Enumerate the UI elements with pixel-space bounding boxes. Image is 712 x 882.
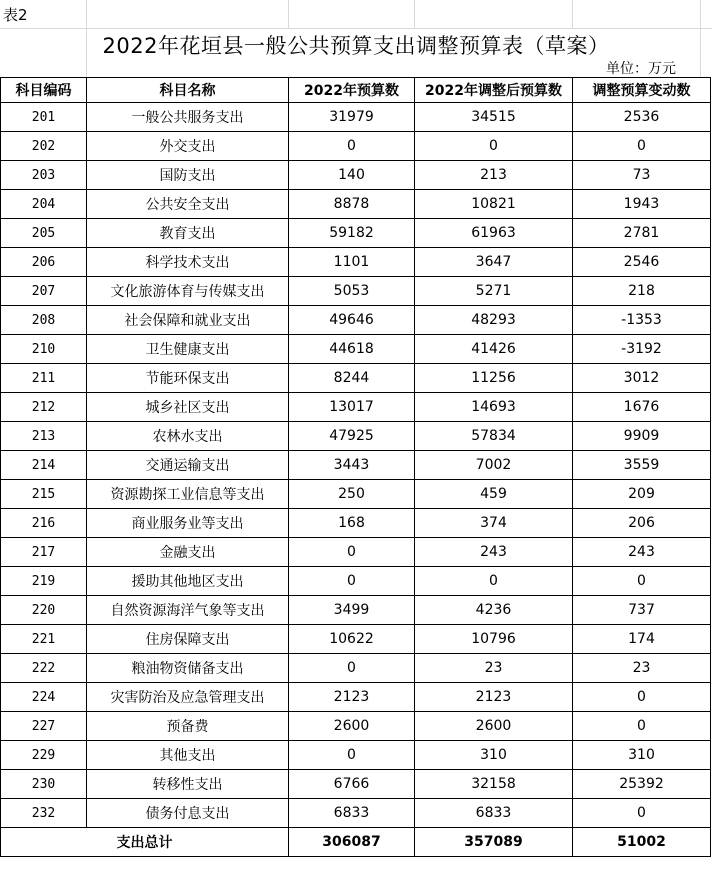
cell-change[interactable]: 310 bbox=[573, 741, 711, 770]
cell-budget[interactable]: 3499 bbox=[289, 596, 415, 625]
cell-adjusted[interactable]: 3647 bbox=[415, 248, 573, 277]
cell-change[interactable]: 3559 bbox=[573, 451, 711, 480]
total-row bbox=[1, 828, 711, 857]
cell-name[interactable]: 资源勘探工业信息等支出 bbox=[87, 480, 289, 509]
cell-code[interactable]: 222 bbox=[1, 654, 87, 683]
cell-budget[interactable]: 0 bbox=[289, 654, 415, 683]
cell-name[interactable]: 交通运输支出 bbox=[87, 451, 289, 480]
table-row bbox=[1, 567, 711, 596]
header-change[interactable]: 调整预算变动数 bbox=[573, 78, 711, 103]
cell-code[interactable]: 224 bbox=[1, 683, 87, 712]
table-row bbox=[1, 538, 711, 567]
cell-budget[interactable]: 13017 bbox=[289, 393, 415, 422]
cell-adjusted[interactable]: 310 bbox=[415, 741, 573, 770]
table-row bbox=[1, 219, 711, 248]
table-row bbox=[1, 248, 711, 277]
cell-budget[interactable]: 44618 bbox=[289, 335, 415, 364]
cell-change[interactable]: 73 bbox=[573, 161, 711, 190]
cell-name[interactable]: 外交支出 bbox=[87, 132, 289, 161]
cell-code[interactable]: 201 bbox=[1, 103, 87, 132]
cell-budget[interactable]: 0 bbox=[289, 132, 415, 161]
cell-budget[interactable]: 2600 bbox=[289, 712, 415, 741]
cell-code[interactable]: 214 bbox=[1, 451, 87, 480]
cell-change[interactable]: -3192 bbox=[573, 335, 711, 364]
table-row bbox=[1, 741, 711, 770]
table-row bbox=[1, 422, 711, 451]
cell-name[interactable]: 预备费 bbox=[87, 712, 289, 741]
cell-code[interactable]: 221 bbox=[1, 625, 87, 654]
cell-change[interactable]: 23 bbox=[573, 654, 711, 683]
budget-table bbox=[0, 77, 711, 857]
cell-code[interactable]: 208 bbox=[1, 306, 87, 335]
cell-budget[interactable]: 250 bbox=[289, 480, 415, 509]
cell-change[interactable]: 9909 bbox=[573, 422, 711, 451]
cell-change[interactable]: 206 bbox=[573, 509, 711, 538]
cell-code[interactable]: 207 bbox=[1, 277, 87, 306]
cell-change[interactable]: 0 bbox=[573, 712, 711, 741]
cell-change[interactable]: 3012 bbox=[573, 364, 711, 393]
cell-code[interactable]: 203 bbox=[1, 161, 87, 190]
cell-name[interactable]: 节能环保支出 bbox=[87, 364, 289, 393]
table-row bbox=[1, 654, 711, 683]
cell-budget[interactable]: 8244 bbox=[289, 364, 415, 393]
cell-change[interactable]: 1943 bbox=[573, 190, 711, 219]
cell-change[interactable]: 243 bbox=[573, 538, 711, 567]
cell-change[interactable]: 2781 bbox=[573, 219, 711, 248]
grid-line bbox=[572, 0, 573, 28]
cell-adjusted[interactable]: 5271 bbox=[415, 277, 573, 306]
cell-change[interactable]: 737 bbox=[573, 596, 711, 625]
cell-adjusted[interactable]: 459 bbox=[415, 480, 573, 509]
cell-budget[interactable]: 6766 bbox=[289, 770, 415, 799]
table-row bbox=[1, 770, 711, 799]
cell-change[interactable]: 25392 bbox=[573, 770, 711, 799]
cell-budget[interactable]: 1101 bbox=[289, 248, 415, 277]
cell-change[interactable]: -1353 bbox=[573, 306, 711, 335]
cell-code[interactable]: 206 bbox=[1, 248, 87, 277]
total-change[interactable]: 51002 bbox=[573, 828, 711, 857]
unit-label: 单位：万元 bbox=[606, 61, 676, 77]
page-title: 2022年花垣县一般公共预算支出调整预算表（草案） bbox=[102, 34, 610, 58]
cell-budget[interactable]: 6833 bbox=[289, 799, 415, 828]
cell-adjusted[interactable]: 14693 bbox=[415, 393, 573, 422]
cell-adjusted[interactable]: 243 bbox=[415, 538, 573, 567]
cell-change[interactable]: 2536 bbox=[573, 103, 711, 132]
cell-adjusted[interactable]: 0 bbox=[415, 567, 573, 596]
cell-budget[interactable]: 59182 bbox=[289, 219, 415, 248]
table-row bbox=[1, 480, 711, 509]
cell-name[interactable]: 住房保障支出 bbox=[87, 625, 289, 654]
cell-budget[interactable]: 2123 bbox=[289, 683, 415, 712]
cell-code[interactable]: 211 bbox=[1, 364, 87, 393]
table-row bbox=[1, 103, 711, 132]
cell-budget[interactable]: 168 bbox=[289, 509, 415, 538]
table-row bbox=[1, 451, 711, 480]
cell-change[interactable]: 174 bbox=[573, 625, 711, 654]
cell-code[interactable]: 204 bbox=[1, 190, 87, 219]
cell-name[interactable]: 科学技术支出 bbox=[87, 248, 289, 277]
cell-name[interactable]: 一般公共服务支出 bbox=[87, 103, 289, 132]
cell-adjusted[interactable]: 6833 bbox=[415, 799, 573, 828]
table-row bbox=[1, 364, 711, 393]
cell-adjusted[interactable]: 213 bbox=[415, 161, 573, 190]
cell-adjusted[interactable]: 34515 bbox=[415, 103, 573, 132]
header-budget[interactable]: 2022年预算数 bbox=[289, 78, 415, 103]
cell-change[interactable]: 2546 bbox=[573, 248, 711, 277]
cell-budget[interactable]: 31979 bbox=[289, 103, 415, 132]
cell-name[interactable]: 公共安全支出 bbox=[87, 190, 289, 219]
table-row bbox=[1, 509, 711, 538]
cell-change[interactable]: 209 bbox=[573, 480, 711, 509]
cell-name[interactable]: 转移性支出 bbox=[87, 770, 289, 799]
cell-code[interactable]: 230 bbox=[1, 770, 87, 799]
cell-name[interactable]: 灾害防治及应急管理支出 bbox=[87, 683, 289, 712]
cell-budget[interactable]: 0 bbox=[289, 538, 415, 567]
cell-name[interactable]: 援助其他地区支出 bbox=[87, 567, 289, 596]
cell-change[interactable]: 0 bbox=[573, 567, 711, 596]
cell-name[interactable]: 教育支出 bbox=[87, 219, 289, 248]
cell-adjusted[interactable]: 7002 bbox=[415, 451, 573, 480]
cell-adjusted[interactable]: 2123 bbox=[415, 683, 573, 712]
total-budget[interactable]: 306087 bbox=[289, 828, 415, 857]
cell-code[interactable]: 232 bbox=[1, 799, 87, 828]
grid-line bbox=[288, 0, 289, 28]
cell-budget[interactable]: 5053 bbox=[289, 277, 415, 306]
table-row bbox=[1, 596, 711, 625]
cell-adjusted[interactable]: 41426 bbox=[415, 335, 573, 364]
grid-line bbox=[414, 0, 415, 28]
cell-code[interactable]: 212 bbox=[1, 393, 87, 422]
cell-name[interactable]: 社会保障和就业支出 bbox=[87, 306, 289, 335]
total-adjusted[interactable]: 357089 bbox=[415, 828, 573, 857]
total-label[interactable]: 支出总计 bbox=[1, 828, 289, 857]
cell-name[interactable]: 其他支出 bbox=[87, 741, 289, 770]
table-row bbox=[1, 277, 711, 306]
cell-adjusted[interactable]: 10821 bbox=[415, 190, 573, 219]
cell-name[interactable]: 农林水支出 bbox=[87, 422, 289, 451]
cell-budget[interactable]: 47925 bbox=[289, 422, 415, 451]
grid-line bbox=[0, 28, 712, 29]
cell-adjusted[interactable]: 4236 bbox=[415, 596, 573, 625]
cell-name[interactable]: 债务付息支出 bbox=[87, 799, 289, 828]
cell-budget[interactable]: 0 bbox=[289, 567, 415, 596]
cell-budget[interactable]: 8878 bbox=[289, 190, 415, 219]
cell-code[interactable]: 219 bbox=[1, 567, 87, 596]
table-row bbox=[1, 799, 711, 828]
table-row bbox=[1, 393, 711, 422]
header-code[interactable]: 科目编码 bbox=[1, 78, 87, 103]
cell-code[interactable]: 217 bbox=[1, 538, 87, 567]
cell-adjusted[interactable]: 374 bbox=[415, 509, 573, 538]
cell-budget[interactable]: 3443 bbox=[289, 451, 415, 480]
cell-name[interactable]: 金融支出 bbox=[87, 538, 289, 567]
cell-budget[interactable]: 10622 bbox=[289, 625, 415, 654]
cell-adjusted[interactable]: 11256 bbox=[415, 364, 573, 393]
cell-adjusted[interactable]: 48293 bbox=[415, 306, 573, 335]
header-name[interactable]: 科目名称 bbox=[87, 78, 289, 103]
header-adjusted[interactable]: 2022年调整后预算数 bbox=[415, 78, 573, 103]
cell-change[interactable]: 218 bbox=[573, 277, 711, 306]
cell-name[interactable]: 国防支出 bbox=[87, 161, 289, 190]
cell-adjusted[interactable]: 61963 bbox=[415, 219, 573, 248]
cell-adjusted[interactable]: 10796 bbox=[415, 625, 573, 654]
cell-adjusted[interactable]: 23 bbox=[415, 654, 573, 683]
cell-budget[interactable]: 49646 bbox=[289, 306, 415, 335]
cell-name[interactable]: 自然资源海洋气象等支出 bbox=[87, 596, 289, 625]
cell-code[interactable]: 215 bbox=[1, 480, 87, 509]
cell-change[interactable]: 0 bbox=[573, 132, 711, 161]
cell-code[interactable]: 205 bbox=[1, 219, 87, 248]
table-label: 表2 bbox=[3, 6, 28, 24]
table-row bbox=[1, 190, 711, 219]
cell-change[interactable]: 0 bbox=[573, 683, 711, 712]
table-row bbox=[1, 625, 711, 654]
cell-code[interactable]: 227 bbox=[1, 712, 87, 741]
cell-budget[interactable]: 0 bbox=[289, 741, 415, 770]
cell-adjusted[interactable]: 2600 bbox=[415, 712, 573, 741]
cell-code[interactable]: 210 bbox=[1, 335, 87, 364]
cell-name[interactable]: 粮油物资储备支出 bbox=[87, 654, 289, 683]
table-row bbox=[1, 161, 711, 190]
cell-name[interactable]: 文化旅游体育与传媒支出 bbox=[87, 277, 289, 306]
cell-name[interactable]: 商业服务业等支出 bbox=[87, 509, 289, 538]
cell-name[interactable]: 城乡社区支出 bbox=[87, 393, 289, 422]
cell-name[interactable]: 卫生健康支出 bbox=[87, 335, 289, 364]
table-row bbox=[1, 335, 711, 364]
table-header-row bbox=[1, 78, 711, 103]
cell-adjusted[interactable]: 57834 bbox=[415, 422, 573, 451]
cell-code[interactable]: 213 bbox=[1, 422, 87, 451]
cell-code[interactable]: 229 bbox=[1, 741, 87, 770]
cell-budget[interactable]: 140 bbox=[289, 161, 415, 190]
table-row bbox=[1, 712, 711, 741]
table-row bbox=[1, 306, 711, 335]
table-row bbox=[1, 132, 711, 161]
cell-code[interactable]: 216 bbox=[1, 509, 87, 538]
cell-adjusted[interactable]: 32158 bbox=[415, 770, 573, 799]
cell-change[interactable]: 1676 bbox=[573, 393, 711, 422]
cell-code[interactable]: 220 bbox=[1, 596, 87, 625]
cell-adjusted[interactable]: 0 bbox=[415, 132, 573, 161]
cell-change[interactable]: 0 bbox=[573, 799, 711, 828]
table-row bbox=[1, 683, 711, 712]
cell-code[interactable]: 202 bbox=[1, 132, 87, 161]
